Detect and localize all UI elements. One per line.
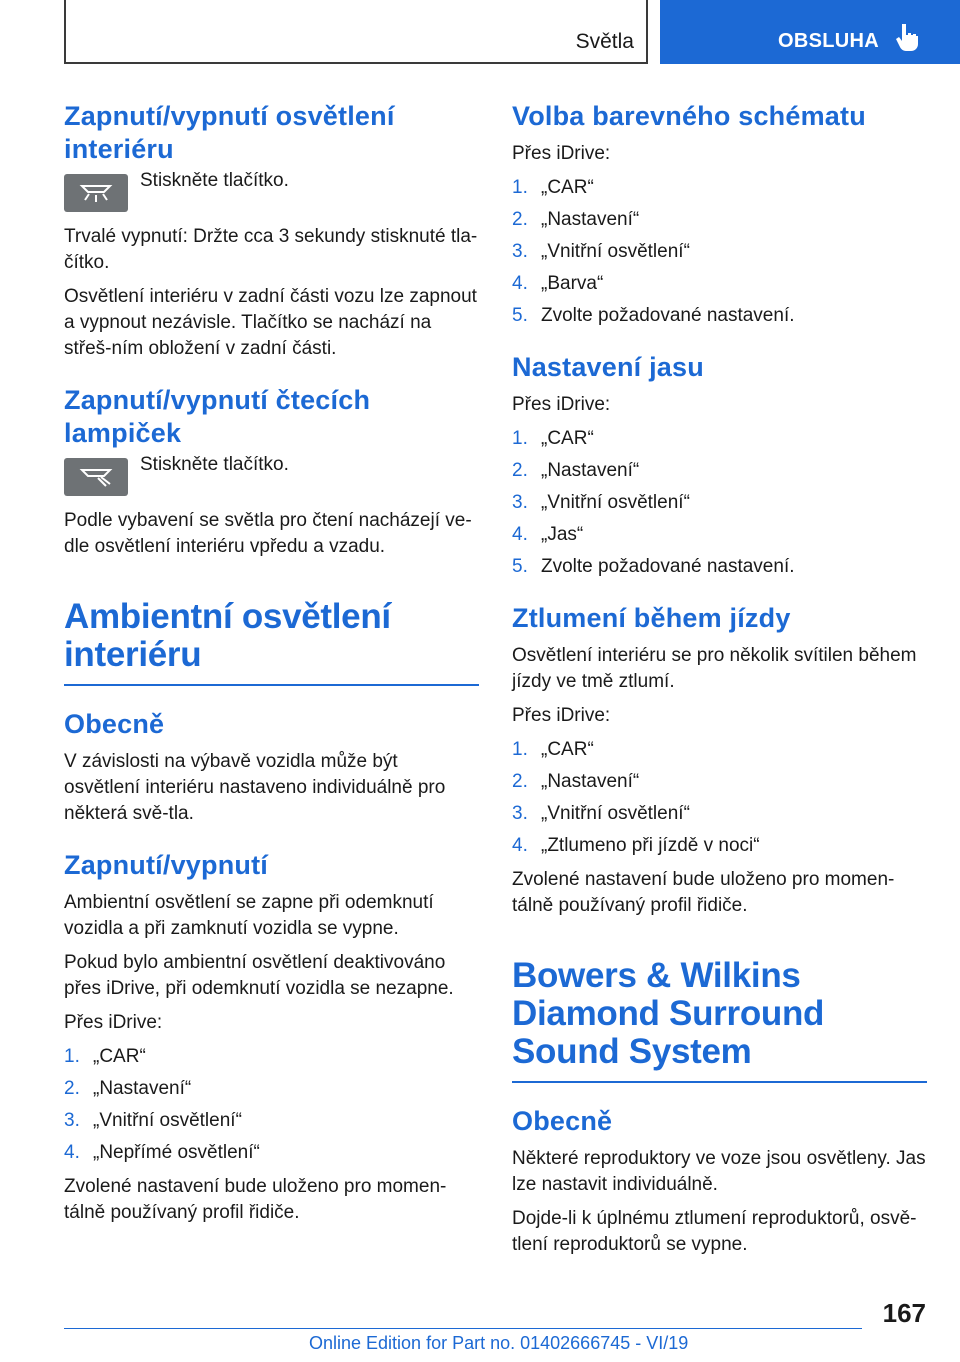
list-item: 3. „Vnitřní osvětlení“ <box>64 1110 242 1131</box>
paragraph: Osvětlení interiéru v zadní části vozu lze zapnout a vypnout nezávisle. Tlačítko se nachází na střeš-ním obložení v zadní části. <box>64 286 477 359</box>
paragraph: Dojde-li k úplnému ztlumení reproduktorů, osvě-tlení reproduktorů se vypne. <box>512 1208 917 1255</box>
list-item: 4. „Ztlumeno při jízdě v noci“ <box>512 835 760 856</box>
paragraph: V závislosti na výbavě vozidla může být osvětlení interiéru nastaveno individuálně pro některá svě-tla. <box>64 751 446 824</box>
heading-brightness: Nastavení jasu <box>512 352 704 382</box>
list-item: 2. „Nastavení“ <box>512 460 640 481</box>
steps-list <box>512 175 927 329</box>
heading-color-scheme: Volba barevného schématu <box>512 101 866 131</box>
heading-general: Obecně <box>512 1106 613 1136</box>
via-idrive-text: Přes iDrive: <box>512 394 611 415</box>
interior-light-button-icon <box>64 174 128 212</box>
right-column <box>512 100 927 1266</box>
press-button-text: Stiskněte tlačítko. <box>140 454 289 475</box>
list-item: 2. „Nastavení“ <box>512 771 640 792</box>
via-idrive-text: Přes iDrive: <box>512 705 611 726</box>
interior-light-icon <box>76 180 116 206</box>
section-title: Světla <box>575 30 634 53</box>
heading-interior-light: Zapnutí/vypnutí osvětlení interiéru <box>64 101 395 164</box>
reading-light-icon <box>76 464 116 490</box>
paragraph: Osvětlení interiéru se pro několik svítilen během jízdy ve tmě ztlumí. <box>512 645 917 692</box>
paragraph: Ambientní osvětlení se zapne při odemknutí vozidla a při zamknutí vozidla se vypne. <box>64 892 434 939</box>
pointing-hand-icon <box>895 22 921 52</box>
list-item: 4. „Jas“ <box>512 524 584 545</box>
list-item: 3. „Vnitřní osvětlení“ <box>512 492 690 513</box>
reading-light-instruction <box>64 454 479 496</box>
list-item: 2. „Nastavení“ <box>512 209 640 230</box>
header-section-box <box>64 0 648 64</box>
steps-list <box>512 737 927 859</box>
left-column <box>64 100 479 1234</box>
list-item: 1. „CAR“ <box>64 1046 146 1067</box>
paragraph: Trvalé vypnutí: Držte cca 3 sekundy stisknuté tla-čítko. <box>64 226 478 273</box>
list-item: 4. „Barva“ <box>512 273 604 294</box>
page-number: 167 <box>882 1298 926 1328</box>
list-item: 4. „Nepřímé osvětlení“ <box>64 1142 260 1163</box>
heading-on-off: Zapnutí/vypnutí <box>64 850 268 880</box>
heading-ambient-light: Ambientní osvětlení interiéru <box>64 598 479 686</box>
footer-edition-text: Online Edition for Part no. 01402666745 - VI/19 <box>309 1333 689 1353</box>
paragraph: Zvolené nastavení bude uloženo pro momen-tálně používaný profil řidiče. <box>64 1176 447 1223</box>
interior-light-instruction <box>64 170 479 212</box>
heading-reading-lights: Zapnutí/vypnutí čtecích lampiček <box>64 385 371 448</box>
list-item: 2. „Nastavení“ <box>64 1078 192 1099</box>
heading-general: Obecně <box>64 709 165 739</box>
heading-bowers-wilkins: Bowers & Wilkins Diamond Surround Sound System <box>512 957 927 1083</box>
list-item: 3. „Vnitřní osvětlení“ <box>512 803 690 824</box>
list-item: 1. „CAR“ <box>512 177 594 198</box>
steps-list <box>64 1044 479 1166</box>
reading-light-button-icon <box>64 458 128 496</box>
list-item: 1. „CAR“ <box>512 428 594 449</box>
paragraph: Pokud bylo ambientní osvětlení deaktivováno přes iDrive, při odemknutí vozidla se nezapne. <box>64 952 454 999</box>
steps-list <box>512 426 927 580</box>
chapter-tab-label: OBSLUHA <box>778 30 879 52</box>
press-button-text: Stiskněte tlačítko. <box>140 170 289 191</box>
list-item: 5. Zvolte požadované nastavení. <box>512 305 795 326</box>
via-idrive-text: Přes iDrive: <box>512 143 611 164</box>
list-item: 1. „CAR“ <box>512 739 594 760</box>
footer-divider <box>64 1328 862 1329</box>
chapter-tab <box>660 0 960 64</box>
paragraph: Podle vybavení se světla pro čtení nacházejí ve-dle osvětlení interiéru vpředu a vzadu. <box>64 510 472 557</box>
heading-dimming: Ztlumení během jízdy <box>512 603 791 633</box>
list-item: 5. Zvolte požadované nastavení. <box>512 556 795 577</box>
list-item: 3. „Vnitřní osvětlení“ <box>512 241 690 262</box>
via-idrive-text: Přes iDrive: <box>64 1012 163 1033</box>
paragraph: Zvolené nastavení bude uloženo pro momen-tálně používaný profil řidiče. <box>512 869 895 916</box>
paragraph: Některé reproduktory ve voze jsou osvětleny. Jas lze nastavit individuálně. <box>512 1148 926 1195</box>
